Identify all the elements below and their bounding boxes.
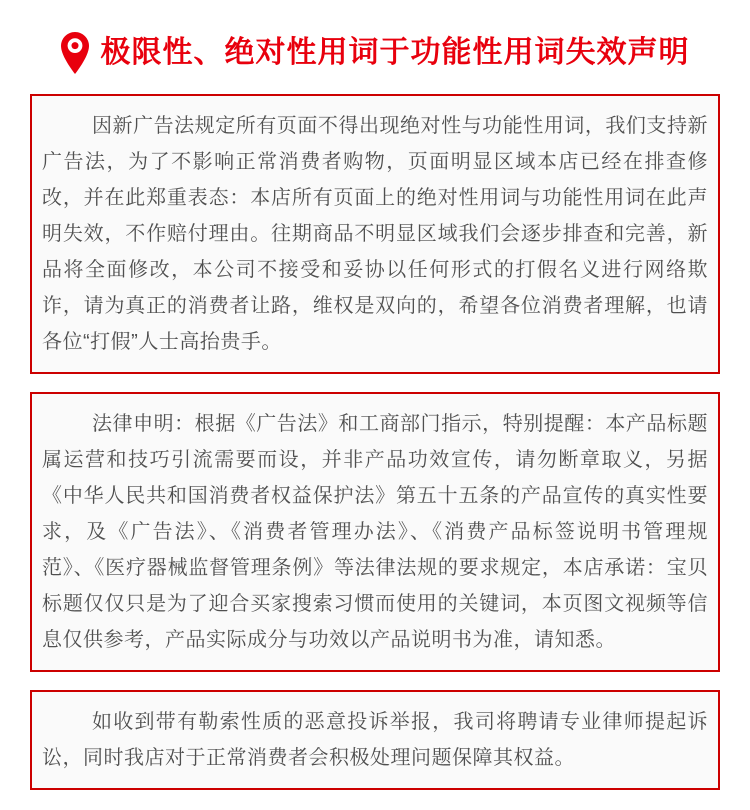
disclaimer-box-malicious-complaint [30,690,720,790]
disclaimer-text-malicious-complaint: 如收到带有勒索性质的恶意投诉举报，我司将聘请专业律师提起诉讼，同时我店对于正常消费者会积极处理问题保障其权益。 [42,711,708,769]
page-title: 极限性、绝对性用词于功能性用词失效声明 [100,36,690,69]
page-header [0,0,750,76]
location-pin-icon [61,32,89,74]
disclaimer-box-legal-statement [30,392,720,672]
disclaimer-box-new-ad-law [30,94,720,374]
disclaimer-text-legal-statement: 法律申明：根据《广告法》和工商部门指示，特别提醒：本产品标题属运营和技巧引流需要而设，并非产品功效宣传，请勿断章取义，另据《中华人民共和国消费者权益保护法》第五十五条的产品宣传的真实性要求，及《广告法》、《消费者管理办法》、《消费产品标签说明书管理规范》、《医疗器械监督管理条例》等法律法规的要求规定，本店承诺：宝贝标题仅仅只是为了迎合买家搜索习惯而使用的关键词，本页图文视频等信息仅供参考，产品实际成分与功效以产品说明书为准，请知悉。 [42,413,708,651]
disclaimer-text-new-ad-law: 因新广告法规定所有页面不得出现绝对性与功能性用词，我们支持新广告法，为了不影响正常消费者购物，页面明显区域本店已经在排查修改，并在此郑重表态：本店所有页面上的绝对性用词与功能性用词在此声明失效，不作赔付理由。往期商品不明显区域我们会逐步排查和完善，新品将全面修改，本公司不接受和妥协以任何形式的打假名义进行网络欺诈，请为真正的消费者让路，维权是双向的，希望各位消费者理解，也请各位“打假”人士高抬贵手。 [42,115,708,353]
